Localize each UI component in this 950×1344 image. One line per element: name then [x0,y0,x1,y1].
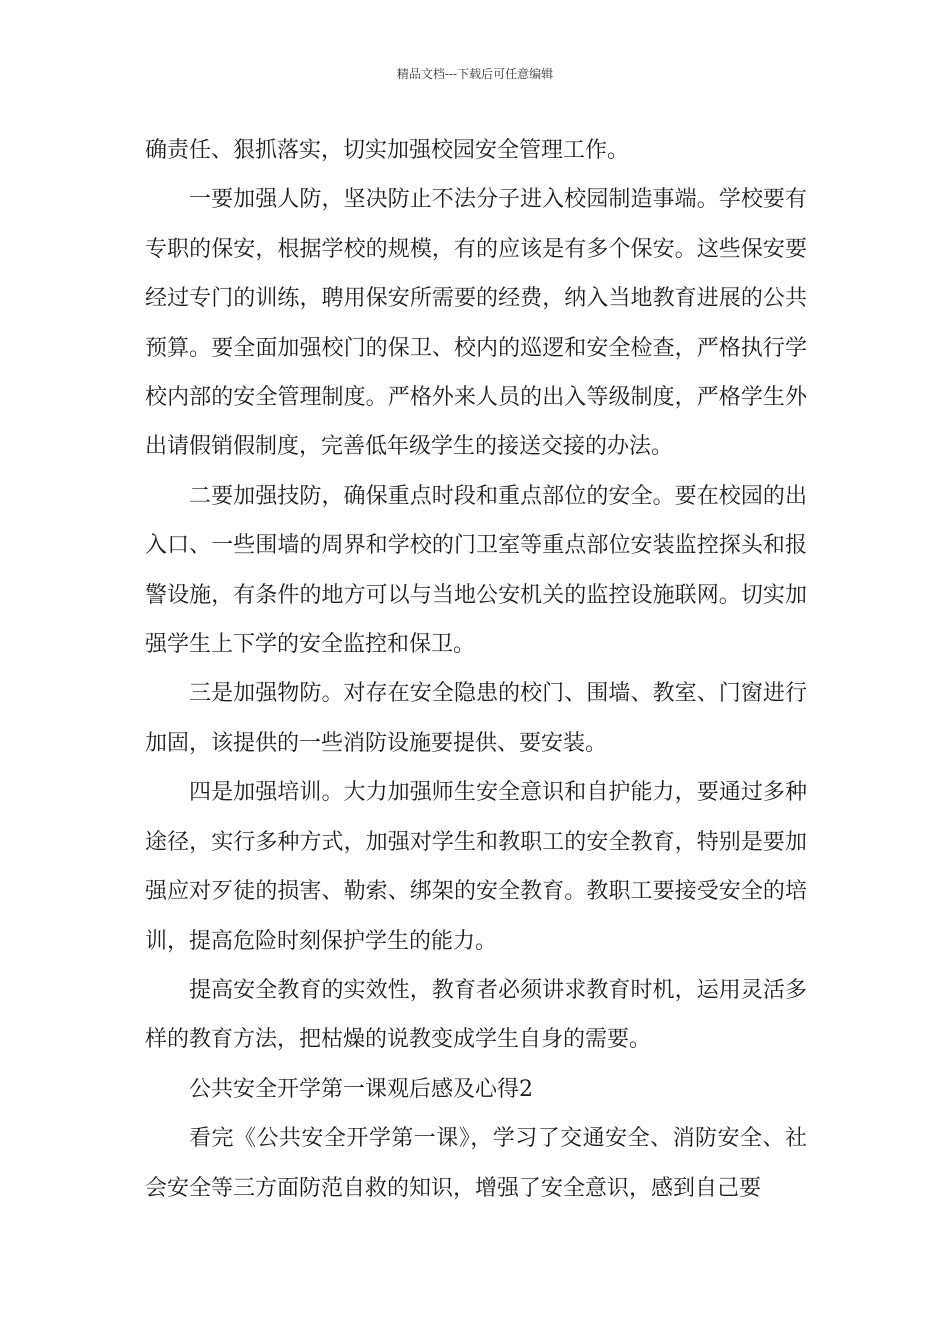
paragraph-3: 二要加强技防，确保重点时段和重点部位的安全。要在校园的出入口、一些围墙的周界和学校的门卫室等重点部位安装监控探头和报警设施，有条件的地方可以与当地公安机关的监控设施联网。切实加强学生上下学的安全监控和保卫。 [145,483,807,658]
section-heading: 公共安全开学第一课观后感及心得2 [189,1076,533,1102]
paragraph-7: 看完《公共安全开学第一课》，学习了交通安全、消防安全、社会安全等三方面防范自救的知识，增强了安全意识，感到自己要 [145,1126,807,1201]
paragraph-4: 三是加强物防。对存在安全隐患的校门、围墙、教室、门窗进行加固，该提供的一些消防设施要提供、要安装。 [145,681,807,756]
paragraph-5: 四是加强培训。大力加强师生安全意识和自护能力，要通过多种途径，实行多种方式，加强对学生和教职工的安全教育，特别是要加强应对歹徒的损害、勒索、绑架的安全教育。教职工要接受安全的培训，提高危险时刻保护学生的能力。 [145,780,807,954]
paragraph-6: 提高安全教育的实效性，教育者必须讲求教育时机，运用灵活多样的教育方法，把枯燥的说教变成学生自身的需要。 [145,977,807,1053]
paragraph-1: 确责任、狠抓落实，切实加强校园安全管理工作。 [145,138,630,163]
paragraph-2: 一要加强人防，坚决防止不法分子进入校园制造事端。学校要有专职的保安，根据学校的规模，有的应该是有多个保安。这些保安要经过专门的训练，聘用保安所需要的经费，纳入当地教育进展的公共预算。要全面加强校门的保卫、校内的巡逻和安全检查，严格执行学校内部的安全管理制度。严格外来人员的出入等级制度，严格学生外出请假销假制度，完善低年级学生的接送交接的办法。 [145,187,807,460]
page-header: 精品文档---下载后可任意编辑 [396,67,554,81]
document-body [145,126,807,1213]
